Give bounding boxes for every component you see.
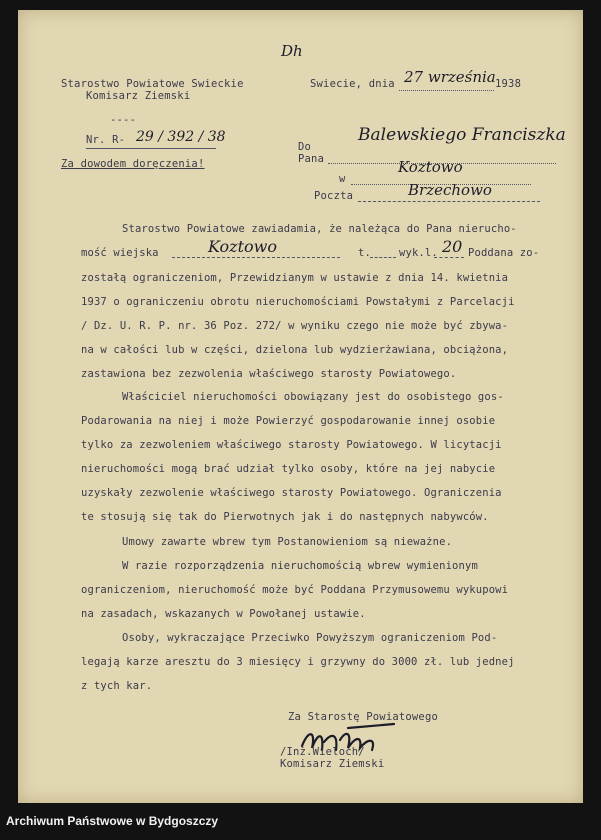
paragraph-2-line-4: nieruchomości mogą brać udział tylko osoby, które na jej nabycie [81,463,496,475]
body-line-2-start: mość wiejska [81,247,159,259]
paragraph-4-line-3: na zasadach, wskazanych w Powołanej ustawie. [81,608,366,620]
body-line-5: / Dz. U. R. P. nr. 36 Poz. 272/ w wyniku czego nie może być zbywa- [81,320,509,332]
handwritten-wyk: 20 [442,237,463,256]
paragraph-5-line-2: legają karze aresztu do 3 miesięcy i grzywny do 3000 zł. lub jednej [81,656,515,668]
office-name: Starostwo Powiatowe Swieckie [61,78,244,90]
paragraph-4-line-1: W razie rozporządzenia nieruchomością wbrew wymienionym [122,560,478,572]
body-line-6: na w całości lub w części, dzielona lub wydzierżawiana, obciążona, [81,344,509,356]
reference-number: 29 / 392 / 38 [136,129,226,145]
office-subtitle: Komisarz Ziemski [86,90,191,102]
delivery-note: Za dowodem doręczenia! [61,158,205,170]
estate-underline [172,257,340,258]
handwritten-date: 27 września [404,68,496,86]
body-wyk-label: wyk.l. [399,247,438,259]
t-underline [370,257,396,258]
handwritten-initials: Dh [281,42,303,60]
archive-footer [0,804,601,840]
body-line-1: Starostwo Powiatowe zawiadamia, że należąca do Pana nierucho- [122,223,517,235]
address-do-label: Do [298,141,312,153]
header-separator: ---- [110,114,137,126]
paragraph-2-line-6: te stosują się tak do Pierwotnych jak i do następnych nabywców. [81,511,489,523]
post-underline [358,201,540,202]
body-line-3: zostałą ograniczeniom, Przewidzianym w ustawie z dnia 14. kwietnia [81,272,509,284]
handwritten-post-office: Brzechowo [408,181,492,199]
handwritten-estate: Koztowo [208,237,277,256]
address-poczta-label: Poczta [314,190,354,202]
reference-prefix: Nr. R- [86,134,126,146]
paragraph-2-line-3: tylko za zezwoleniem właściwego starosty Powiatowego. W licytacji [81,439,502,451]
body-line-4: 1937 o ograniczeniu obrotu nieruchomościami Powstałymi z Parcelacji [81,296,515,308]
document-sheet [18,10,583,803]
date-dotted-line [399,90,494,91]
signature-title: Komisarz Ziemski [280,758,385,770]
address-pana-label: Pana [298,153,325,165]
paragraph-3: Umowy zawarte wbrew tym Postanowieniom są nieważne. [122,536,453,548]
handwritten-place: Koztowo [398,158,463,176]
wyk-underline [434,257,464,258]
paragraph-2-line-1: Właściciel nieruchomości obowiązany jest do osobistego gos- [122,391,504,403]
reference-underline [86,148,216,149]
paragraph-4-line-2: ograniczeniom, nieruchomość może być Poddana Przymusowemu wykupowi [81,584,509,596]
paragraph-2-line-2: Podarowania na niej i może Powierzyć gospodarowanie innej osobie [81,415,496,427]
place-date-prefix: Swiecie, dnia [310,78,395,90]
archive-label: Archiwum Państwowe w Bydgoszczy [6,814,219,828]
handwritten-recipient-name: Balewskiego Franciszka [358,125,566,145]
body-line-7: zastawiona bez zezwolenia właściwego starosty Powiatowego. [81,368,457,380]
paragraph-5-line-3: z tych kar. [81,680,153,692]
body-line-2-tail: Poddana zo- [468,247,540,259]
paragraph-5-line-1: Osoby, wykraczające Przeciwko Powyższym ograniczeniom Pod- [122,632,498,644]
paragraph-2-line-5: uzyskały zezwolenie właściwego starosty Powiatowego. Ograniczenia [81,487,502,499]
date-year: 1938 [495,78,522,90]
signature-name: /Inż.Wieloch/ [280,746,365,758]
signature-line-1: Za Starostę Powiatowego [288,711,438,723]
body-t-label: t. [358,247,371,259]
address-w-label: w [339,173,346,185]
